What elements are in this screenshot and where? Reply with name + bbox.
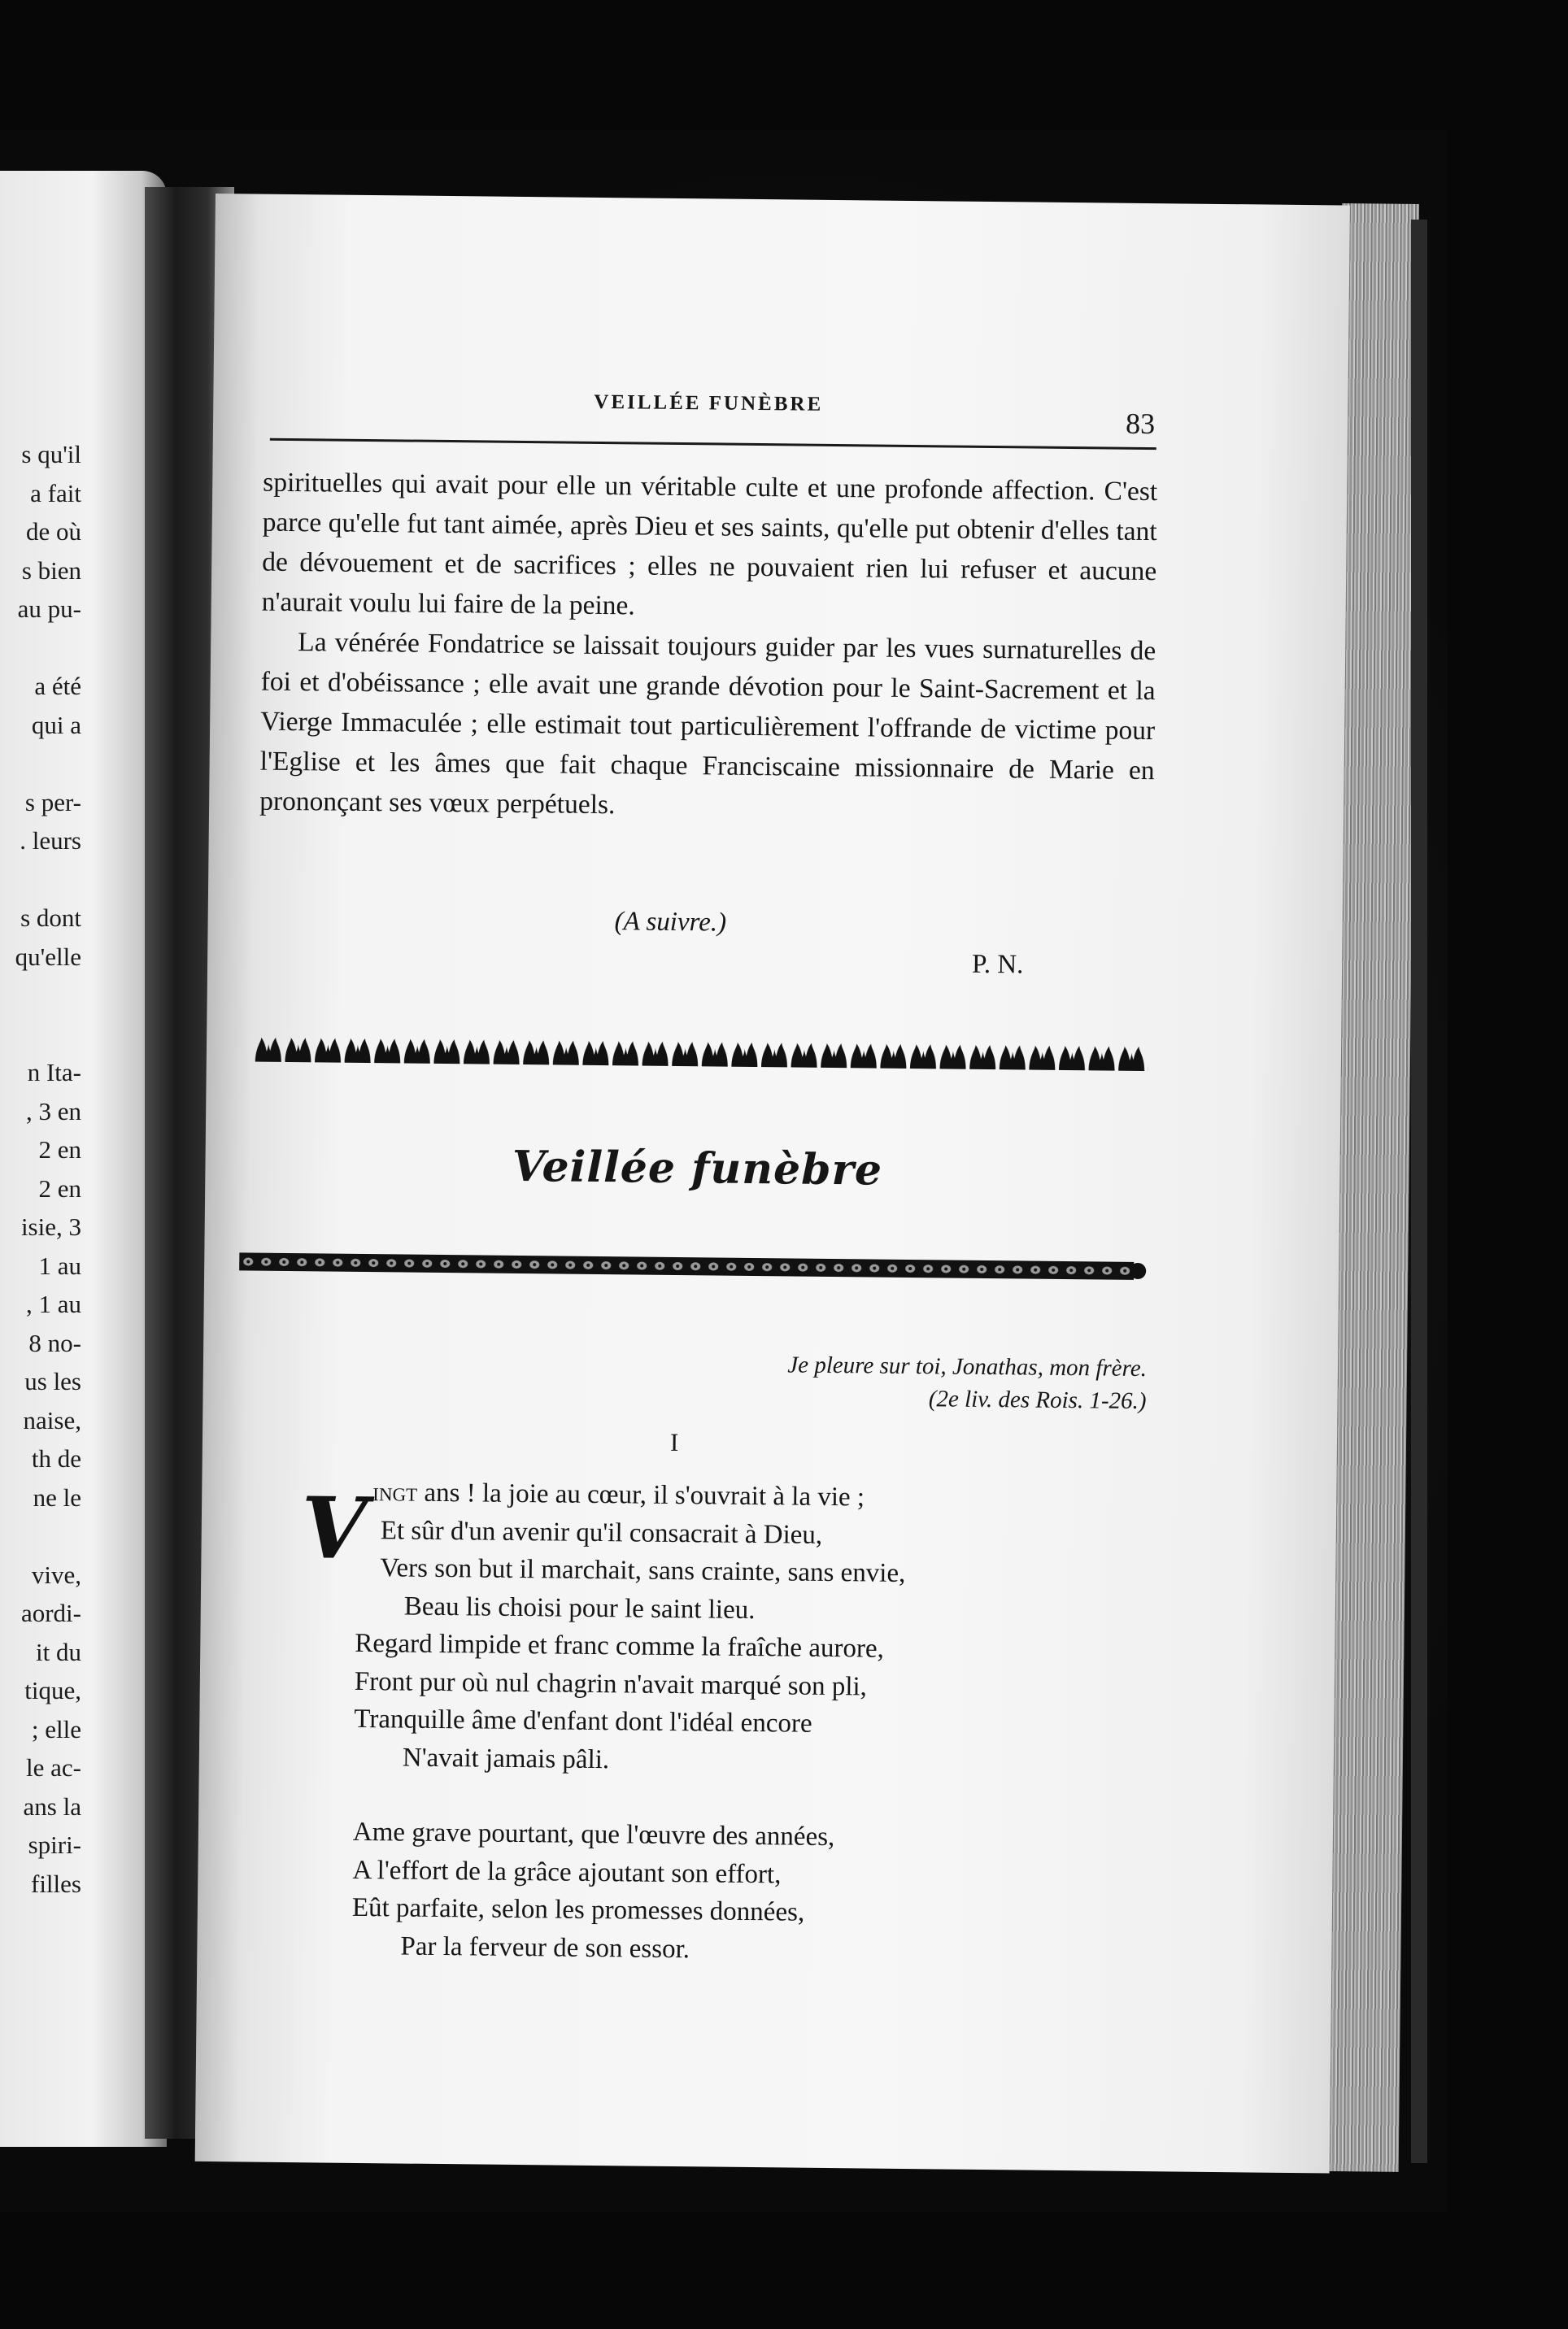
- ornament-band-leaves: [254, 1036, 1148, 1073]
- first-word: ingt: [372, 1478, 418, 1508]
- verse-line: Regard limpide et franc comme la fraîche aurore,: [355, 1628, 885, 1664]
- left-page-line: tique,: [24, 1676, 81, 1704]
- left-page-line: . leurs: [20, 826, 81, 855]
- epigraph-reference: (2e liv. des Rois. 1-26.): [928, 1386, 1147, 1415]
- verse-line: Vers son but il marchait, sans crainte, sans envie,: [380, 1553, 906, 1588]
- page-number: 83: [1125, 407, 1156, 441]
- left-page-line: s bien: [21, 555, 81, 585]
- left-facing-page: [0, 171, 167, 2147]
- verse-line: [372, 1474, 907, 1517]
- left-page-line: ; elle: [31, 1714, 81, 1743]
- left-page-line: 2 en: [38, 1173, 81, 1203]
- left-page-line: 1 au: [38, 1251, 81, 1280]
- left-page-line: , 3 en: [25, 1096, 81, 1125]
- left-page-line: us les: [24, 1367, 81, 1395]
- left-page-line: isie, 3: [20, 1212, 81, 1241]
- epigraph: [625, 1347, 1147, 1417]
- verse-line: Tranquille âme d'enfant dont l'idéal encore: [354, 1704, 812, 1739]
- left-page-line: , 1 au: [25, 1290, 81, 1318]
- poem-verse: [351, 1474, 906, 1970]
- right-page: [195, 194, 1350, 2173]
- poem-title: Veillée funèbre: [512, 1141, 883, 1195]
- running-head: VEILLÉE FUNÈBRE: [594, 390, 824, 416]
- left-page-line: spiri-: [28, 1831, 81, 1859]
- left-page-line: n Ita-: [27, 1058, 81, 1086]
- verse-line: Par la ferveur de son essor.: [400, 1931, 690, 1964]
- left-page-line: filles: [31, 1869, 81, 1898]
- left-page-line: qu'elle: [15, 942, 81, 971]
- left-page-line: ans la: [23, 1791, 81, 1821]
- epigraph-line: Je pleure sur toi, Jonathas, mon frère.: [787, 1352, 1148, 1382]
- signature: P. N.: [971, 949, 1024, 980]
- left-page-line: [0, 744, 81, 783]
- verse-line: Eût parfaite, selon les promesses données,: [351, 1892, 805, 1927]
- first-line-rest: ans ! la joie au cœur, il s'ouvrait à la vie ;: [417, 1478, 865, 1513]
- left-page-line: s dont: [20, 903, 81, 932]
- to-be-continued: (A suivre.): [614, 907, 727, 938]
- verse-line: Front pur où nul chagrin n'avait marqué son pli,: [354, 1666, 868, 1701]
- stanza-break: [369, 1776, 904, 1819]
- prose-block: [259, 463, 1158, 830]
- left-page-line: de où: [25, 517, 81, 546]
- left-page-line: ne le: [33, 1482, 81, 1512]
- left-page-text: [0, 435, 81, 1903]
- left-page-line: aordi-: [20, 1599, 81, 1627]
- left-page-line: 2 en: [38, 1135, 81, 1164]
- left-page-line: [0, 976, 81, 1015]
- left-page-line: qui a: [31, 710, 81, 739]
- book-cover-edge: [1411, 220, 1427, 2163]
- drop-cap-letter: [300, 1478, 368, 1579]
- left-page-line: au pu-: [17, 594, 81, 623]
- left-page-line: it du: [36, 1637, 81, 1666]
- left-page-line: le ac-: [26, 1753, 81, 1782]
- left-page-line: th de: [31, 1444, 81, 1473]
- left-page-line: 8 no-: [28, 1328, 81, 1357]
- stanza-number: I: [669, 1427, 679, 1457]
- verse-line: A l'effort de la grâce ajoutant son effort,: [352, 1855, 782, 1889]
- left-page-line: [0, 629, 81, 668]
- drop-cap-glyph: V: [300, 1478, 368, 1579]
- left-page-line: [0, 1517, 81, 1556]
- left-page-line: s per-: [24, 787, 81, 816]
- left-page-line: naise,: [23, 1405, 81, 1434]
- left-page-line: [0, 1015, 81, 1054]
- left-page-line: s qu'il: [21, 440, 81, 468]
- ornament-band-chain: [239, 1251, 1146, 1282]
- paragraph: La vénérée Fondatrice se laissait toujours guider par les vues surnaturelles de foi et d'obéissance ; elle avait une grande dévotion pour le Saint-Sacrement et la Vierge Immaculée ; elle estimait tout particulièrement l'offrande de victime pour l'Eglise et les âmes que fait chaque Franciscaine missionnaire de Marie en prononçant ses vœux perpétuels.: [259, 627, 1156, 821]
- header-rule: [270, 438, 1156, 450]
- left-page-line: vive,: [31, 1560, 81, 1589]
- verse-line: Ame grave pourtant, que l'œuvre des années,: [352, 1817, 835, 1852]
- paragraph: spirituelles qui avait pour elle un véritable culte et une profonde affection. C'est parce qu'elle fut tant aimée, après Dieu et ses saints, qu'elle put obtenir d'elles tant de dévouement et de sacrifices ; elles ne pouvaient rien lui refuser et aucune n'aurait voulu lui faire de la peine.: [261, 467, 1158, 621]
- left-page-line: a fait: [30, 478, 81, 507]
- left-page-line: [0, 860, 81, 899]
- verse-line: Beau lis choisi pour le saint lieu.: [403, 1591, 756, 1625]
- verse-line: Et sûr d'un avenir qu'il consacrait à Dieu,: [380, 1515, 823, 1550]
- left-page-line: a été: [34, 672, 81, 700]
- verse-line: N'avait jamais pâli.: [402, 1743, 610, 1774]
